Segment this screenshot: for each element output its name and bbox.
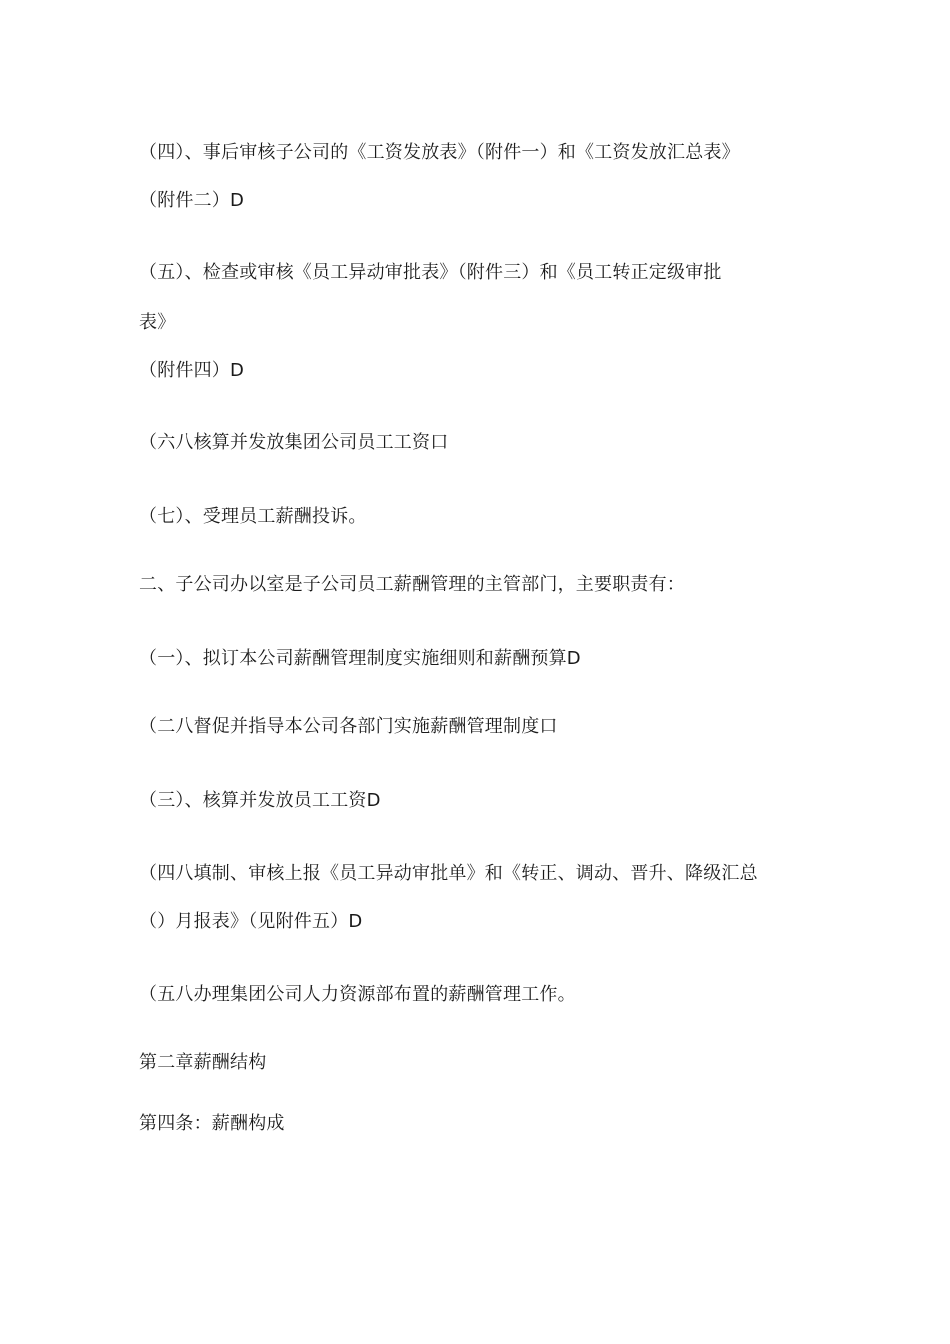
text-line: （附件二）D xyxy=(139,190,245,211)
text-line: （四）、事后审核子公司的《工资发放表》（附件一）和《工资发放汇总表》 xyxy=(139,142,740,163)
text-line: （七）、受理员工薪酬投诉。 xyxy=(139,506,367,527)
text-line: （一）、拟订本公司薪酬管理制度实施细则和薪酬预算D xyxy=(139,648,581,669)
text-line: 表》 xyxy=(139,312,176,333)
article-heading: 第四条：薪酬构成 xyxy=(139,1113,285,1134)
text-line: （三）、核算并发放员工工资D xyxy=(139,790,381,811)
text-line: （）月报表》（见附件五）D xyxy=(139,911,363,932)
text-line: （五）、检查或审核《员工异动审批表》（附件三）和《员工转正定级审批 xyxy=(139,262,722,283)
text-line: （四八填制、审核上报《员工异动审批单》和《转正、调动、晋升、降级汇总 xyxy=(139,863,758,884)
text-line: 二、子公司办以室是子公司员工薪酬管理的主管部门，主要职责有： xyxy=(139,574,685,595)
text-line: （五八办理集团公司人力资源部布置的薪酬管理工作。 xyxy=(139,984,576,1005)
chapter-heading: 第二章薪酬结构 xyxy=(139,1052,267,1073)
text-line: （二八督促并指导本公司各部门实施薪酬管理制度口 xyxy=(139,716,558,737)
text-line: （六八核算并发放集团公司员工工资口 xyxy=(139,432,449,453)
text-line: （附件四）D xyxy=(139,360,245,381)
